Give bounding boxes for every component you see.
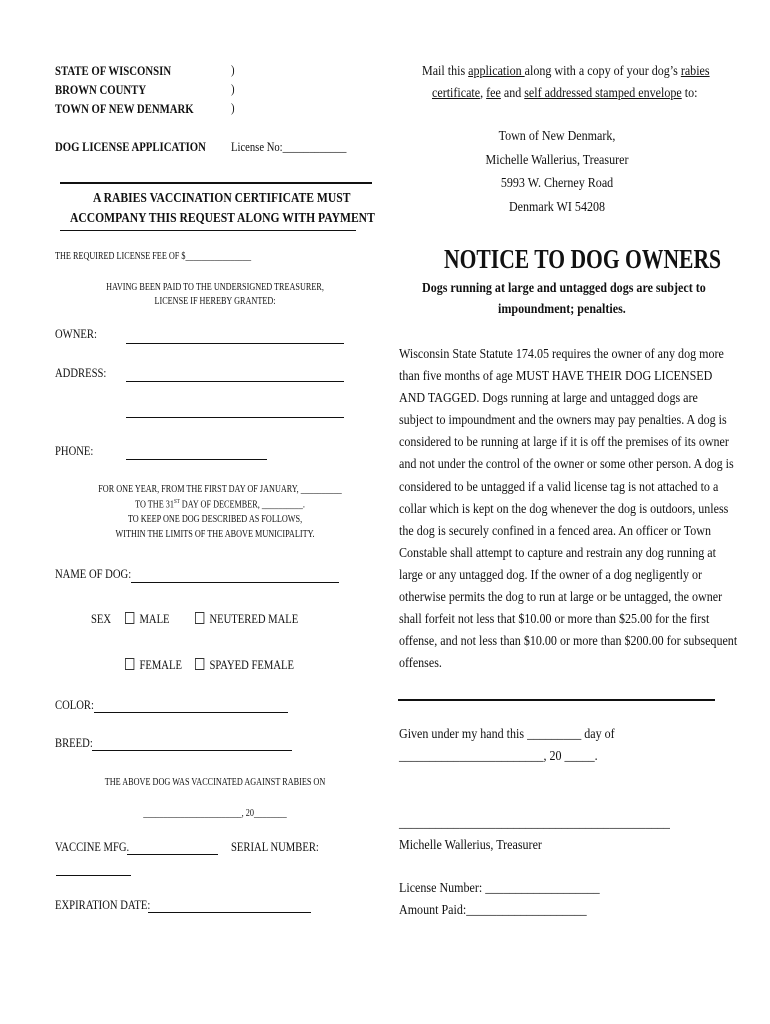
female-checkbox[interactable] (125, 658, 134, 670)
neutered-label: NEUTERED MALE (209, 612, 299, 626)
male-option[interactable] (125, 612, 170, 627)
mail-text: , (480, 86, 487, 101)
given-line1[interactable]: Given under my hand this _________ day of (399, 727, 615, 742)
signer-name: Michelle Wallerius, Treasurer (399, 838, 542, 853)
sex-label: SEX (91, 612, 112, 626)
term-line2-b: DAY OF DECEMBER, __________. (179, 499, 305, 511)
warning-line1: A RABIES VACCINATION CERTIFICATE MUST (93, 190, 351, 205)
notice-line: considered to be running at large if it is off the premises of its owner (399, 435, 729, 451)
expiration-field[interactable] (148, 912, 311, 913)
mail-text: Mail this (422, 64, 469, 79)
notice-line: considered to be untagged if a valid license tag is not attached to a (399, 479, 719, 495)
term-line2-a: TO THE 31 (135, 499, 174, 511)
amount-paid-field[interactable]: Amount Paid:____________________ (399, 903, 587, 918)
warning-line2: ACCOMPANY THIS REQUEST ALONG WITH PAYMENT (70, 210, 375, 225)
term-line2 (56, 499, 384, 510)
serial-field[interactable] (56, 875, 131, 876)
mail-text: and (500, 86, 525, 101)
license-no-field[interactable]: License No:____________ (231, 140, 347, 154)
notice-line: offense, and not less than $10.00 or more than $200.00 for subsequent (399, 634, 738, 650)
term-sup: ST (173, 499, 180, 505)
divider (60, 182, 372, 184)
notice-line: and not under the control of the owner or some other person. A dog is (399, 457, 734, 473)
divider (60, 230, 356, 231)
mail-line1 (422, 64, 710, 80)
term-line3: TO KEEP ONE DOG DESCRIBED AS FOLLOWS, (127, 514, 303, 525)
notice-line: Constable shall attempt to capture and restrain any dog running at (399, 545, 716, 561)
mail-line2 (432, 86, 697, 102)
address-label: ADDRESS: (55, 366, 107, 380)
neutered-option[interactable] (195, 612, 298, 627)
vaccinated-line: THE ABOVE DOG WAS VACCINATED AGAINST RABIES ON (104, 777, 326, 788)
paid-line2: LICENSE IF HEREBY GRANTED: (154, 296, 276, 307)
notice-subtitle2: impoundment; penalties. (498, 302, 626, 317)
notice-line: shall forfeit not less that $10.00 or more than $25.00 for the first (399, 612, 710, 628)
notice-line: AND TAGGED. Dogs running at large and untagged dogs are (399, 391, 698, 407)
notice-body (399, 344, 737, 675)
mail-text: certificate (432, 86, 481, 101)
vaccine-mfg-field[interactable] (127, 854, 218, 855)
dog-name-field[interactable] (131, 582, 339, 583)
notice-line: than five months of age MUST HAVE THEIR DOG LICENSED (399, 369, 713, 385)
notice-line: Wisconsin State Statute 174.05 requires the owner of any dog more (399, 347, 724, 362)
serial-label: SERIAL NUMBER: (231, 840, 319, 854)
dog-name-label: NAME OF DOG: (55, 567, 132, 581)
male-label: MALE (139, 612, 170, 626)
application-title: DOG LICENSE APPLICATION (55, 140, 206, 154)
owner-field[interactable] (126, 343, 344, 344)
female-option[interactable] (125, 658, 182, 673)
neutered-checkbox[interactable] (195, 612, 204, 624)
state-label: STATE OF WISCONSIN (55, 64, 172, 78)
owner-label: OWNER: (55, 327, 97, 341)
address-line1: Town of New Denmark, (498, 129, 616, 144)
fee-line[interactable]: THE REQUIRED LICENSE FEE OF $________________ (55, 251, 252, 262)
signature-line[interactable]: _____________________________________________ (399, 816, 670, 831)
paren: ) (231, 82, 235, 96)
mail-text: application (468, 64, 525, 79)
town-label: TOWN OF NEW DENMARK (55, 102, 194, 116)
notice-line: subject to impoundment and the owners may pay penalties. A dog is (399, 413, 727, 429)
mail-text: rabies (680, 64, 710, 79)
breed-label: BREED: (55, 736, 93, 750)
notice-subtitle1: Dogs running at large and untagged dogs are subject to (422, 281, 706, 296)
color-field[interactable] (94, 712, 288, 713)
notice-line: the dog is securely confined in a fenced area. An officer or Town (399, 523, 711, 539)
mail-text: along with a copy of your dog’s (524, 64, 681, 79)
notice-title: NOTICE TO DOG OWNERS (444, 244, 722, 274)
mail-text: self addressed stamped envelope (524, 86, 682, 101)
county-label: BROWN COUNTY (55, 83, 147, 97)
address-field-2[interactable] (126, 417, 344, 418)
color-label: COLOR: (55, 698, 94, 712)
notice-line: otherwise permits the dog to run at large or be untagged, the owner (399, 590, 723, 606)
mail-text: to: (681, 86, 698, 101)
address-line4: Denmark WI 54208 (508, 200, 606, 215)
term-line4: WITHIN THE LIMITS OF THE ABOVE MUNICIPALITY. (115, 529, 315, 540)
license-number-field[interactable]: License Number: ___________________ (399, 881, 600, 896)
given-line2[interactable]: ________________________, 20 _____. (399, 749, 598, 764)
address-line2: Michelle Wallerius, Treasurer (485, 153, 629, 168)
notice-line: offenses. (399, 656, 442, 672)
vaccine-mfg-label: VACCINE MFG. (55, 840, 130, 854)
address-field[interactable] (126, 381, 344, 382)
paid-line1: HAVING BEEN PAID TO THE UNDERSIGNED TREASURER, (106, 282, 324, 293)
paren: ) (231, 101, 235, 115)
expiration-label: EXPIRATION DATE: (55, 898, 151, 912)
male-checkbox[interactable] (125, 612, 134, 624)
spayed-checkbox[interactable] (195, 658, 204, 670)
notice-line: collar which is kept on the dog whenever the dog is outdoors, unless (399, 501, 729, 517)
female-label: FEMALE (139, 658, 182, 672)
mail-text: fee (486, 86, 501, 101)
vaccinated-date[interactable]: ________________________, 20________ (143, 808, 287, 819)
term-line1: FOR ONE YEAR, FROM THE FIRST DAY OF JANUARY, __________ (98, 484, 342, 495)
phone-label: PHONE: (55, 444, 94, 458)
phone-field[interactable] (126, 459, 267, 460)
spayed-option[interactable] (195, 658, 294, 673)
breed-field[interactable] (92, 750, 292, 751)
divider (398, 699, 715, 701)
spayed-label: SPAYED FEMALE (209, 658, 294, 672)
paren: ) (231, 63, 235, 77)
notice-line: large or any untagged dog. If the owner of a dog negligently or (399, 567, 703, 583)
address-line3: 5993 W. Cherney Road (500, 176, 614, 191)
